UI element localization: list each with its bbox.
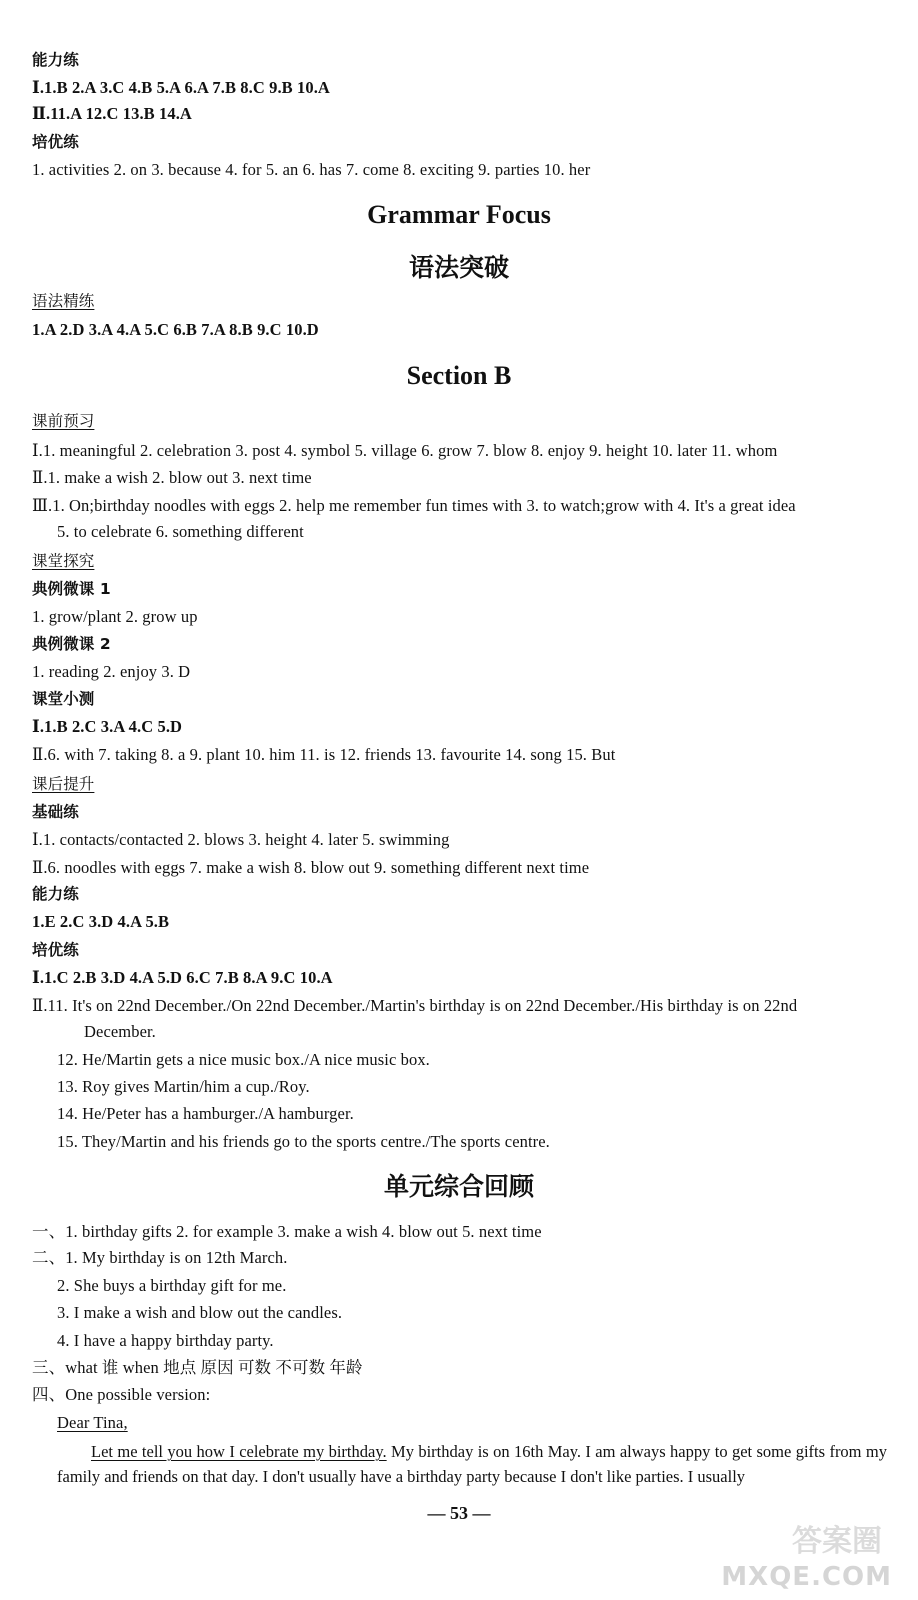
label-case-2: 典例微课 2 (32, 635, 111, 653)
quiz-answers-2: Ⅱ.6. with 7. taking 8. a 9. plant 10. him 11. is 12. friends 13. favourite 14. song 15. But (32, 745, 616, 764)
grammar-subtitle: 语法突破 (408, 253, 509, 282)
quiz-answers-1: Ⅰ.1.B 2.C 3.A 4.C 5.D (32, 717, 183, 736)
review-part-2-3: 3. I make a wish and blow out the candles. (57, 1303, 343, 1322)
label-preview: 课前预习 (32, 412, 95, 430)
preview-answers-3a: Ⅲ.1. On;birthday noodles with eggs 2. help me remember fun times with 3. to watch;grow with 4. It's a great idea (32, 496, 796, 515)
peiyou-answers: 1. activities 2. on 3. because 4. for 5. an 6. has 7. come 8. exciting 9. parties 10. her (32, 160, 591, 179)
label-grammar-practice: 语法精练 (32, 292, 95, 310)
watermark-text: MXQE.COM (721, 1562, 892, 1592)
basic-answers-2: Ⅱ.6. noodles with eggs 7. make a wish 8. blow out 9. something different next time (32, 858, 590, 877)
review-part-2-4: 4. I have a happy birthday party. (57, 1331, 274, 1350)
advanced-answers-14: 14. He/Peter has a hamburger./A hamburger. (57, 1104, 354, 1123)
grammar-title: Grammar Focus (367, 200, 551, 229)
label-after-class: 课后提升 (32, 775, 95, 793)
advanced-answers-1: Ⅰ.1.C 2.B 3.D 4.A 5.D 6.C 7.B 8.A 9.C 10.A (32, 968, 333, 987)
nengli-answers-2: Ⅱ.11.A 12.C 13.B 14.A (32, 104, 192, 123)
preview-answers-2: Ⅱ.1. make a wish 2. blow out 3. next time (32, 468, 312, 487)
advanced-answers-11b: December. (84, 1022, 156, 1041)
ability-answers: 1.E 2.C 3.D 4.A 5.B (32, 912, 170, 931)
preview-answers-3b: 5. to celebrate 6. something different (57, 522, 304, 541)
review-title: 单元综合回顾 (383, 1172, 534, 1201)
review-part-4: 四、One possible version: (32, 1385, 211, 1404)
advanced-answers-11a: Ⅱ.11. It's on 22nd December./On 22nd December./Martin's birthday is on 22nd December./His birthday is on 22nd (32, 996, 798, 1015)
label-class-explore: 课堂探究 (32, 552, 95, 570)
review-part-2-2: 2. She buys a birthday gift for me. (57, 1276, 287, 1295)
label-quiz: 课堂小测 (32, 690, 95, 708)
nengli-answers-1: Ⅰ.1.B 2.A 3.C 4.B 5.A 6.A 7.B 8.C 9.B 10.A (32, 78, 330, 97)
advanced-answers-12: 12. He/Martin gets a nice music box./A nice music box. (57, 1050, 430, 1069)
review-part-1: 一、1. birthday gifts 2. for example 3. make a wish 4. blow out 5. next time (32, 1222, 542, 1241)
review-part-2-1: 二、1. My birthday is on 12th March. (32, 1248, 288, 1267)
site-watermark (712, 1512, 892, 1592)
page-number: — 53 — (427, 1503, 491, 1523)
label-advanced: 培优练 (32, 941, 79, 959)
grammar-answers: 1.A 2.D 3.A 4.A 5.C 6.B 7.A 8.B 9.C 10.D (32, 320, 319, 339)
letter-body (57, 1439, 887, 1489)
review-part-3: 三、what 谁 when 地点 原因 可数 不可数 年龄 (32, 1358, 363, 1377)
label-basic: 基础练 (32, 803, 79, 821)
letter-salutation: Dear Tina, (57, 1413, 128, 1432)
label-ability: 能力练 (32, 885, 79, 903)
basic-answers-1: Ⅰ.1. contacts/contacted 2. blows 3. height 4. later 5. swimming (32, 830, 450, 849)
letter-body-text: My birthday is on 16th May. I am always happy to get some gifts from my family and friends on that day. I don't usually have a birthday party because I don't like parties. I usually (57, 1442, 887, 1486)
watermark-logo: 答案圈 (792, 1524, 882, 1559)
preview-answers-1: Ⅰ.1. meaningful 2. celebration 3. post 4. symbol 5. village 6. grow 7. blow 8. enjoy 9. height 10. later 11. whom (32, 441, 778, 460)
label-case-1: 典例微课 1 (32, 580, 111, 598)
label-nengli: 能力练 (32, 51, 79, 69)
advanced-answers-15: 15. They/Martin and his friends go to the sports centre./The sports centre. (57, 1132, 550, 1151)
letter-opening-sentence: Let me tell you how I celebrate my birthday. (91, 1442, 387, 1461)
section-b-title: Section B (406, 361, 512, 390)
advanced-answers-13: 13. Roy gives Martin/him a cup./Roy. (57, 1077, 310, 1096)
case-1-answers: 1. grow/plant 2. grow up (32, 607, 198, 626)
case-2-answers: 1. reading 2. enjoy 3. D (32, 662, 191, 681)
label-peiyou: 培优练 (32, 133, 79, 151)
